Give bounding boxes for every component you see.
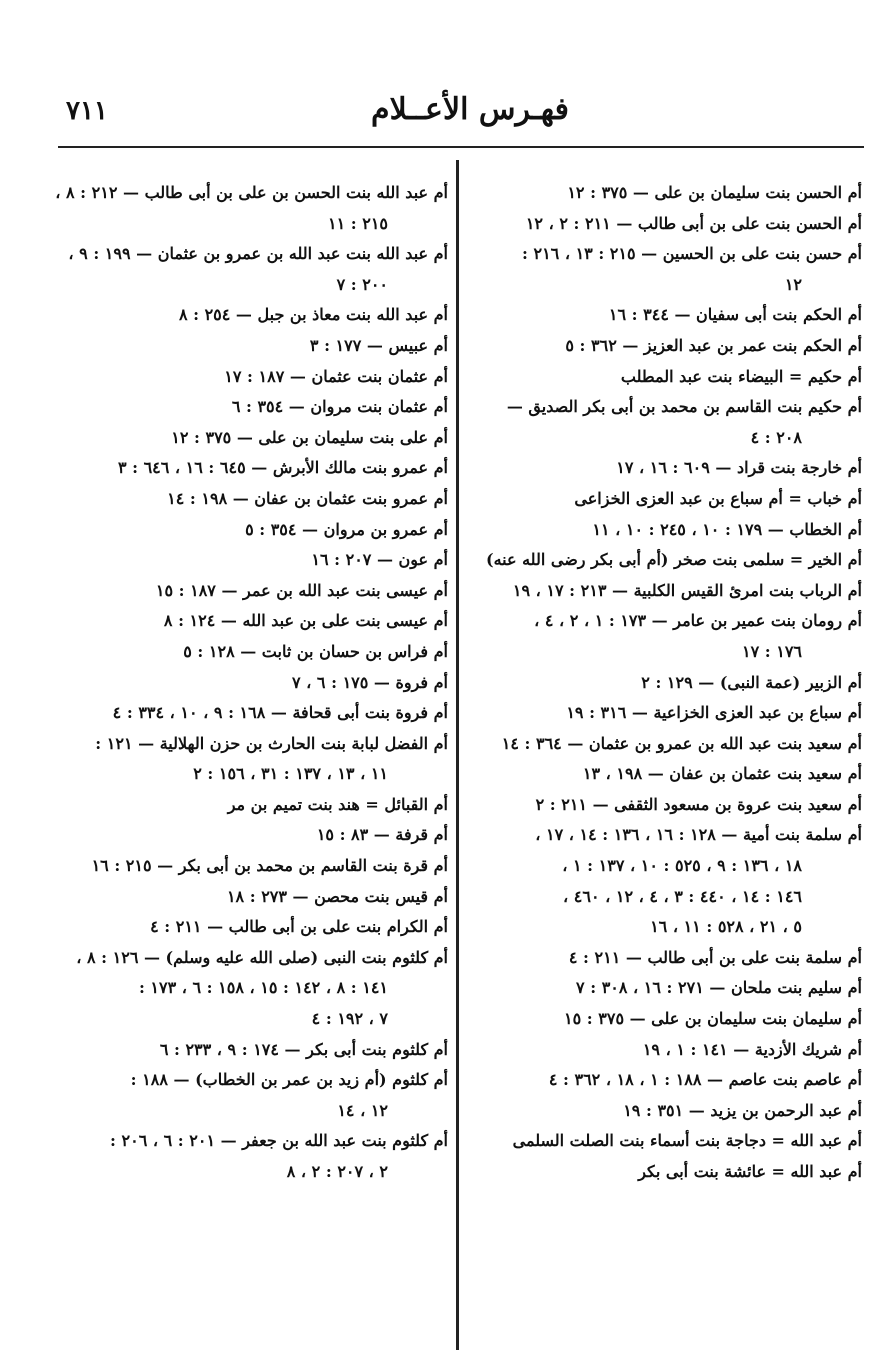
index-entry-continuation: ١٢ ، ١٤ — [337, 1100, 388, 1120]
index-entry: أم سباع بن عبد العزى الخزاعية — ٣١٦ : ١٩ — [566, 703, 862, 723]
index-entry-continuation: ١٧٦ : ١٧ — [741, 641, 802, 661]
index-entry: أم عيسى بنت على بن عبد الله — ١٢٤ : ٨ — [163, 611, 448, 631]
index-entry: أم عبد الله = عائشة بنت أبى بكر — [638, 1162, 862, 1181]
index-entry: أم قرفة — ٨٣ : ١٥ — [316, 825, 448, 845]
index-column-right — [486, 178, 862, 1188]
index-entry-continuation: ٢١٥ : ١١ — [327, 213, 388, 233]
index-entry-continuation: ٧ ، ١٩٢ : ٤ — [311, 1009, 388, 1029]
index-entry: أم الحسن بنت سليمان بن على — ٣٧٥ : ١٢ — [567, 183, 862, 202]
index-entry: أم كلثوم بنت النبى (صلى الله عليه وسلم) — ١٢٦ : ٨ ، — [76, 947, 448, 967]
index-entry: أم عمرو بن مروان — ٣٥٤ : ٥ — [245, 519, 448, 539]
index-entry: أم الحكم بنت عمر بن عبد العزيز — ٣٦٢ : ٥ — [565, 335, 862, 355]
index-entry: أم سليم بنت ملحان — ٢٧١ : ١٦ ، ٣٠٨ : ٧ — [576, 978, 862, 998]
index-entry: أم الزبير (عمة النبى) — ١٢٩ : ٢ — [641, 672, 862, 692]
index-column-left — [55, 178, 448, 1188]
index-entry: أم سعيد بنت عبد الله بن عمرو بن عثمان — ٣٦٤ : ١٤ — [501, 733, 862, 753]
index-entry: أم الرباب بنت امرئ القيس الكلبية — ٢١٣ : ١٧ ، ١٩ — [512, 580, 862, 600]
index-entry: أم قرة بنت القاسم بن محمد بن أبى بكر — ٢١٥ : ١٦ — [91, 856, 448, 876]
index-entry: أم كلثوم بنت أبى بكر — ١٧٤ : ٩ ، ٢٣٣ : ٦ — [159, 1039, 448, 1059]
index-entry: أم حكيم = البيضاء بنت عبد المطلب — [620, 366, 862, 386]
index-entry: أم عمرو بنت عثمان بن عفان — ١٩٨ : ١٤ — [167, 488, 448, 508]
index-entry: أم خارجة بنت قراد — ٦٠٩ : ١٦ ، ١٧ — [616, 458, 862, 478]
page-number: ٧١١ — [66, 96, 108, 126]
index-entry: أم عيسى بنت عبد الله بن عمر — ١٨٧ : ١٥ — [155, 580, 448, 600]
index-entry: أم عثمان بنت مروان — ٣٥٤ : ٦ — [231, 397, 448, 417]
index-entry-continuation: ١١ ، ١٣ ، ١٣٧ : ٣١ ، ١٥٦ : ٢ — [193, 764, 388, 784]
index-entry: أم سلمة بنت على بن أبى طالب — ٢١١ : ٤ — [568, 947, 862, 967]
index-entry: أم شريك الأزدية — ١٤١ : ١ ، ١٩ — [642, 1039, 862, 1059]
index-entry: أم القبائل = هند بنت تميم بن مر — [227, 794, 448, 814]
index-entry: أم عمرو بنت مالك الأبرش — ٦٤٥ : ١٦ ، ٦٤٦ : ٣ — [117, 458, 448, 478]
index-entry: أم الفضل لبابة بنت الحارث بن حزن الهلالية — ١٢١ : — [95, 733, 448, 753]
index-entry: أم الحكم بنت أبى سفيان — ٣٤٤ : ١٦ — [608, 305, 862, 325]
index-entry: أم خباب = أم سباع بن عبد العزى الخزاعى — [574, 488, 862, 508]
index-entry: أم عون — ٢٠٧ : ١٦ — [311, 550, 448, 570]
column-divider — [456, 160, 459, 1350]
index-entry: أم سلمة بنت أمية — ١٢٨ : ١٦ ، ١٣٦ : ١٤ ، ١٧ ، — [535, 825, 862, 845]
index-entry: أم عبد الله بنت عبد الله بن عمرو بن عثمان — ١٩٩ : ٩ ، — [68, 244, 448, 264]
index-entry: أم عبد الله = دجاجة بنت أسماء بنت الصلت السلمى — [512, 1131, 862, 1151]
index-entry: أم الخطاب — ١٧٩ : ١٠ ، ٢٤٥ : ١٠ ، ١١ — [592, 519, 862, 539]
page-title: فهـرس الأعــلام — [371, 92, 569, 127]
index-entry-continuation: ١٤١ : ٨ ، ١٤٢ : ١٥ ، ١٥٨ : ٦ ، ١٧٣ : — [138, 978, 388, 998]
index-entry: أم سعيد بنت عروة بن مسعود الثقفى — ٢١١ : ٢ — [535, 794, 862, 814]
index-entry: أم عثمان بنت عثمان — ١٨٧ : ١٧ — [224, 366, 448, 386]
index-entry: أم على بنت سليمان بن على — ٣٧٥ : ١٢ — [171, 427, 448, 447]
index-entry: أم عاصم بنت عاصم — ١٨٨ : ١ ، ١٨ ، ٣٦٢ : ٤ — [548, 1070, 862, 1090]
index-entry: أم حسن بنت على بن الحسين — ٢١٥ : ١٣ ، ٢١٦ : — [521, 244, 862, 264]
index-entry: أم عبد الله بنت معاذ بن جبل — ٢٥٤ : ٨ — [178, 305, 448, 325]
header-rule — [58, 146, 864, 148]
index-entry: أم كلثوم (أم زيد بن عمر بن الخطاب) — ١٨٨ : — [130, 1070, 448, 1090]
index-entry-continuation: ١٢ — [784, 274, 802, 294]
index-entry-continuation: ١٤٦ : ١٤ ، ٤٤٠ : ٣ ، ٤ ، ١٢ ، ٤٦٠ ، — [563, 886, 802, 906]
index-entry: أم كلثوم بنت عبد الله بن جعفر — ٢٠١ : ٦ ، ٢٠٦ : — [110, 1131, 448, 1151]
index-entry: أم فراس بن حسان بن ثابت — ١٢٨ : ٥ — [183, 641, 448, 661]
index-entry: أم حكيم بنت القاسم بن محمد بن أبى بكر الصديق — — [506, 397, 862, 417]
index-entry: أم الحسن بنت على بن أبى طالب — ٢١١ : ٢ ، ١٢ — [525, 213, 862, 233]
index-entry: أم رومان بنت عمير بن عامر — ١٧٣ : ١ ، ٢ ، ٤ ، — [534, 611, 862, 631]
index-entry: أم عبد الله بنت الحسن بن على بن أبى طالب — ٢١٢ : ٨ ، — [55, 183, 448, 202]
index-entry-continuation: ٢ ، ٢٠٧ : ٢ ، ٨ — [286, 1162, 388, 1181]
index-entry: أم الكرام بنت على بن أبى طالب — ٢١١ : ٤ — [150, 917, 448, 937]
index-entry: أم عبيس — ١٧٧ : ٣ — [309, 335, 448, 355]
index-entry: أم سليمان بنت سليمان بن على — ٣٧٥ : ١٥ — [564, 1009, 862, 1029]
index-entry: أم فروة بنت أبى قحافة — ١٦٨ : ٩ ، ١٠ ، ٣٣٤ : ٤ — [112, 703, 448, 723]
index-entry-continuation: ٢٠٠ : ٧ — [336, 274, 388, 294]
index-entry-continuation: ١٨ ، ١٣٦ : ٩ ، ٥٢٥ : ١٠ ، ١٣٧ : ١ ، — [562, 856, 802, 876]
index-entry: أم عبد الرحمن بن يزيد — ٣٥١ : ١٩ — [623, 1100, 862, 1120]
index-entry-continuation: ٥ ، ٢١ ، ٥٢٨ : ١١ ، ١٦ — [650, 917, 802, 937]
index-entry: أم قيس بنت محصن — ٢٧٣ : ١٨ — [226, 886, 448, 906]
index-entry: أم فروة — ١٧٥ : ٦ ، ٧ — [292, 672, 448, 692]
index-entry: أم سعيد بنت عثمان بن عفان — ١٩٨ ، ١٣ — [582, 764, 862, 784]
index-entry: أم الخير = سلمى بنت صخر (أم أبى بكر رضى الله عنه) — [486, 550, 862, 570]
index-entry-continuation: ٢٠٨ : ٤ — [750, 427, 802, 447]
